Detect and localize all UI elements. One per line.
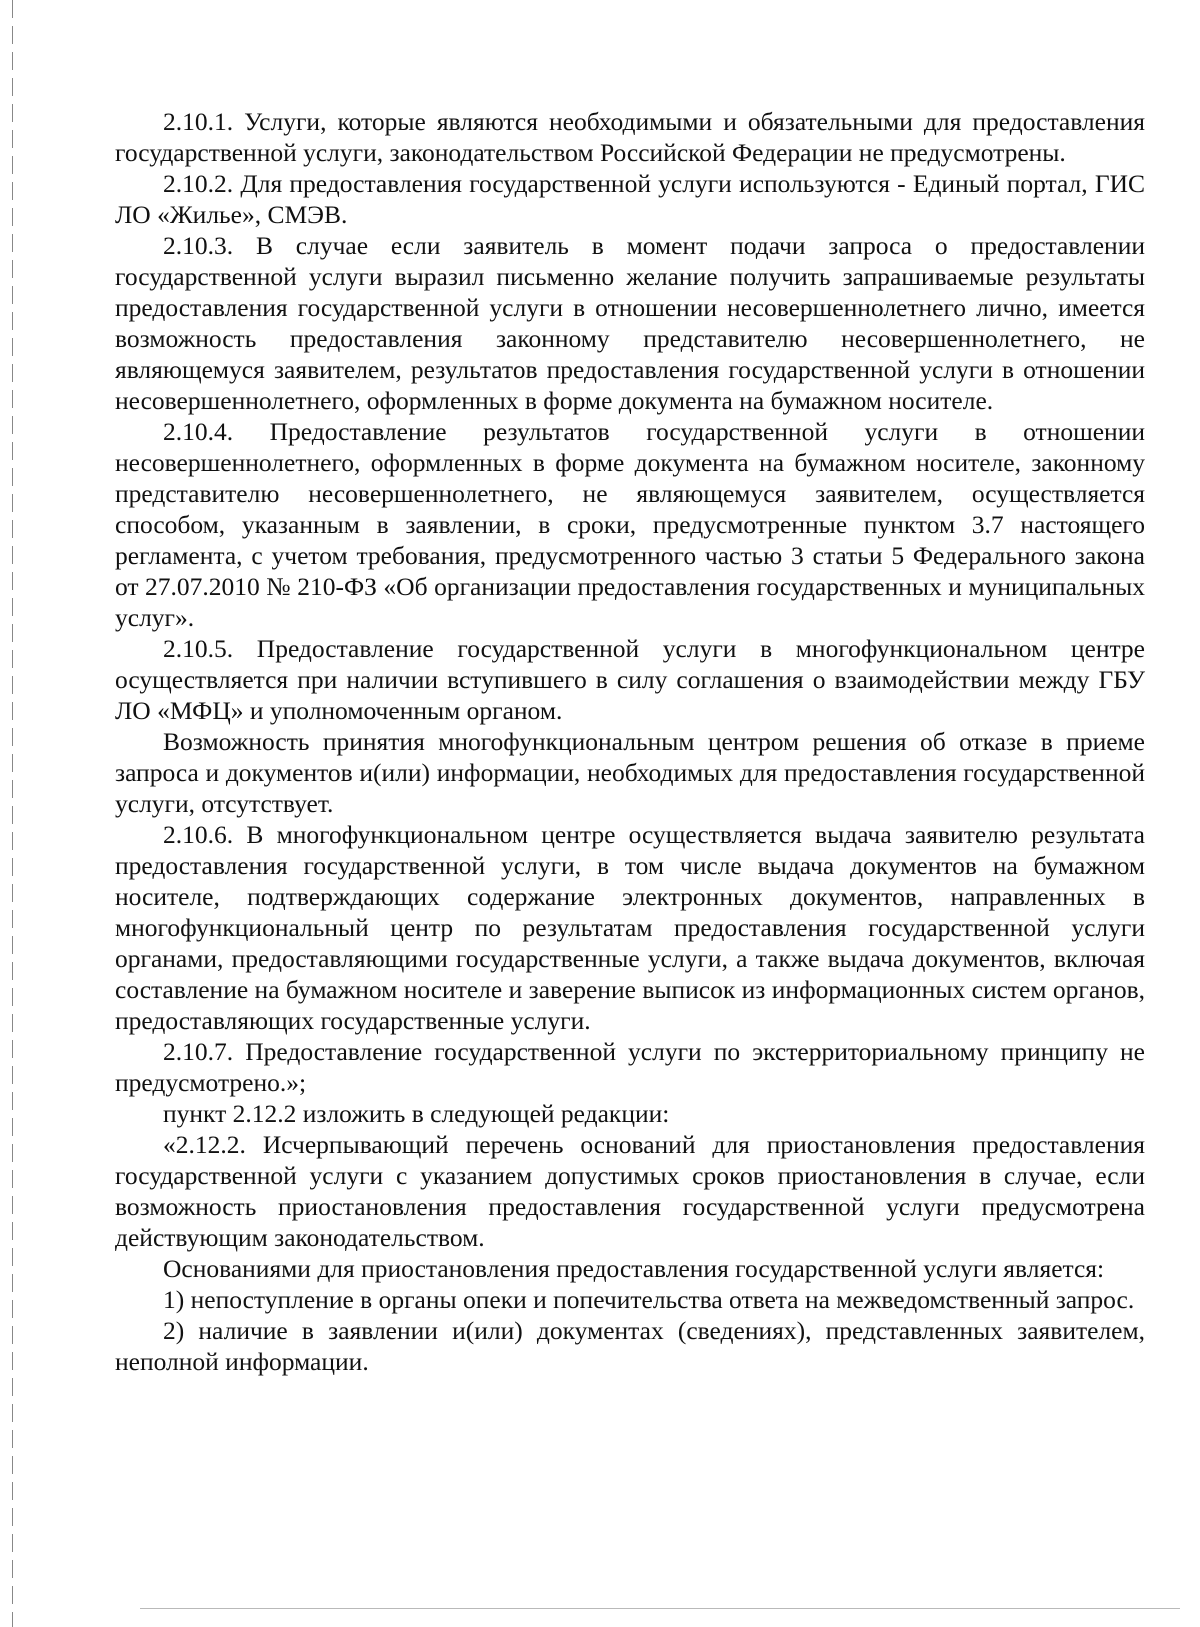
paragraph-2-10-7: 2.10.7. Предоставление государственной услуги по экстерриториальному принципу не предусмотрено.»; [115, 1037, 1145, 1097]
paragraph-grounds-intro: Основаниями для приостановления предоставления государственной услуги является: [163, 1254, 1105, 1283]
document-body [115, 106, 1145, 1377]
paragraph-amendment-2-12-2: пункт 2.12.2 изложить в следующей редакции: [163, 1099, 670, 1128]
paragraph-2-10-5: 2.10.5. Предоставление государственной услуги в многофункциональном центре осуществляется при наличии вступившего в силу соглашения о взаимодействии между ГБУ ЛО «МФЦ» и уполномоченным органом. [115, 634, 1145, 725]
paragraph-2-10-1: 2.10.1. Услуги, которые являются необходимыми и обязательными для предоставления государственной услуги, законодательством Российской Федерации не предусмотрены. [115, 107, 1145, 167]
paragraph-2-12-2: «2.12.2. Исчерпывающий перечень оснований для приостановления предоставления государственной услуги с указанием допустимых сроков приостановления в случае, если возможность приостановления предоставления государственной услуги предусмотрена действующим законодательством. [115, 1130, 1145, 1252]
paragraph-2-10-2: 2.10.2. Для предоставления государственной услуги используются - Единый портал, ГИС ЛО «Жилье», СМЭВ. [115, 169, 1145, 229]
scan-edge-mark [12, 0, 13, 1627]
list-item-2: 2) наличие в заявлении и(или) документах (сведениях), представленных заявителем, неполной информации. [115, 1316, 1145, 1376]
paragraph-mfc-refusal: Возможность принятия многофункциональным центром решения об отказе в приеме запроса и документов и(или) информации, необходимых для предоставления государственной услуги, отсутствует. [115, 727, 1145, 818]
list-item-1: 1) непоступление в органы опеки и попечительства ответа на межведомственный запрос. [163, 1285, 1135, 1314]
scan-bottom-line [140, 1608, 1180, 1609]
paragraph-2-10-4: 2.10.4. Предоставление результатов государственной услуги в отношении несовершеннолетнего, оформленных в форме документа на бумажном носителе, законному представителю несовершеннолетнего, не являющемуся заявителем, осуществляется способом, указанным в заявлении, в сроки, предусмотренные пунктом 3.7 настоящего регламента, с учетом требования, предусмотренного частью 3 статьи 5 Федерального закона от 27.07.2010 № 210-ФЗ «Об организации предоставления государственных и муниципальных услуг». [115, 417, 1145, 632]
paragraph-2-10-6: 2.10.6. В многофункциональном центре осуществляется выдача заявителю результата предоставления государственной услуги, в том числе выдача документов на бумажном носителе, подтверждающих содержание электронных документов, направленных в многофункциональный центр по результатам предоставления государственной услуги органами, предоставляющими государственные услуги, а также выдача документов, включая составление на бумажном носителе и заверение выписок из информационных систем органов, предоставляющих государственные услуги. [115, 820, 1145, 1035]
paragraph-2-10-3: 2.10.3. В случае если заявитель в момент подачи запроса о предоставлении государственной услуги выразил письменно желание получить запрашиваемые результаты предоставления государственной услуги в отношении несовершеннолетнего лично, имеется возможность предоставления законному представителю несовершеннолетнего, не являющемуся заявителем, результатов предоставления государственной услуги в отношении несовершеннолетнего, оформленных в форме документа на бумажном носителе. [115, 231, 1145, 415]
